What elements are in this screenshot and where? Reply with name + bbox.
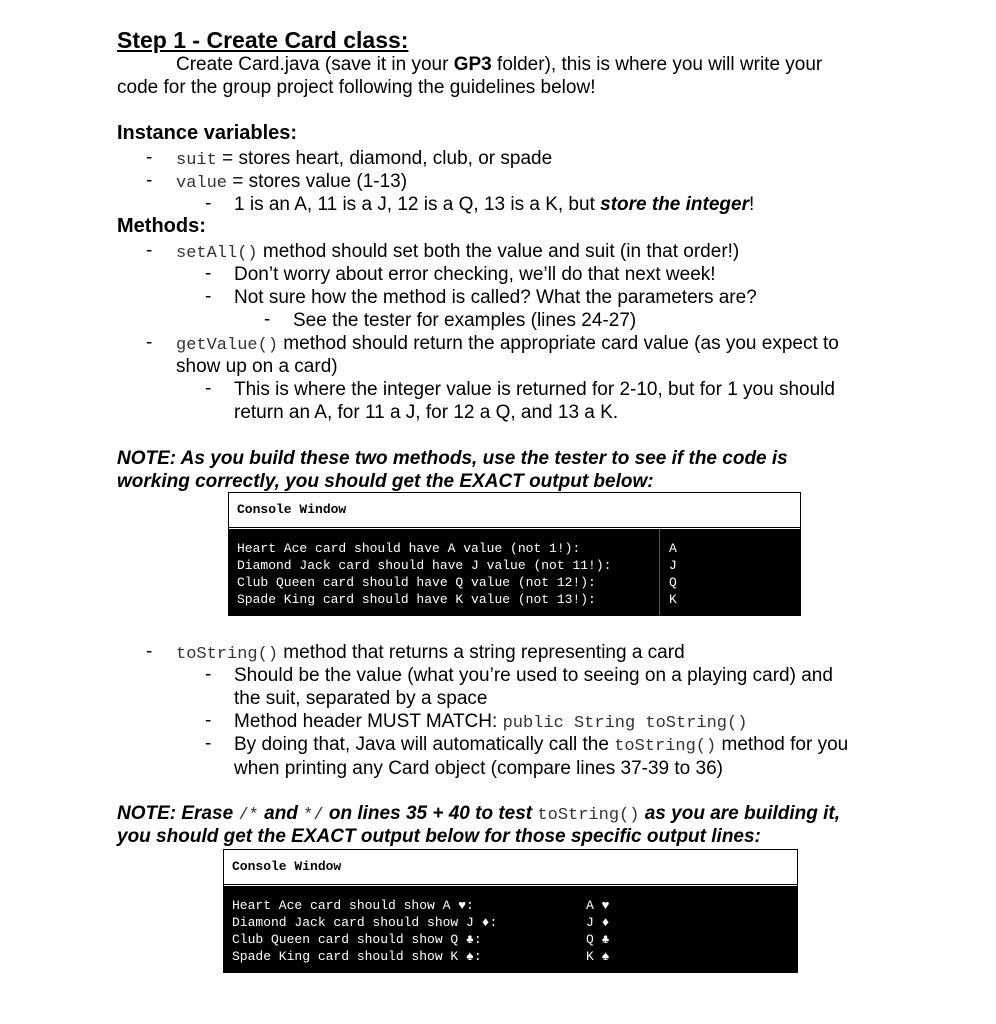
value-code: value: [176, 174, 228, 193]
note-2-text-c: on lines 35 + 40 to test: [323, 803, 538, 824]
store-integer-emphasis: store the integer: [600, 194, 749, 215]
intro-line-2: code for the group project following the guidelines below!: [117, 77, 596, 98]
console-value: A: [669, 541, 677, 556]
console-line: Club Queen card should show Q ♣:: [232, 932, 482, 947]
value-description: = stores value (1-13): [227, 171, 408, 192]
value-sub-item: [234, 193, 754, 216]
getvalue-sub-2: return an A, for 11 a J, for 12 a Q, and 13 a K.: [234, 402, 619, 423]
console-line: Club Queen card should have Q value (not 12!):: [237, 575, 596, 590]
note-2-text-b: and: [258, 803, 304, 824]
note-1-line-2: working correctly, you should get the EXACT output below:: [117, 471, 654, 492]
console-value: Q ♣: [586, 932, 610, 947]
bullet-dash: -: [205, 733, 212, 754]
console-value: J: [669, 558, 677, 573]
bullet-dash: -: [264, 309, 271, 330]
note-2-code-3: toString(): [537, 806, 640, 825]
bullet-dash: -: [146, 170, 153, 191]
tostring-sub-3-text: By doing that, Java will automatically call the: [234, 734, 615, 755]
bullet-dash: -: [205, 263, 212, 284]
methods-heading: Methods:: [117, 215, 206, 237]
console-line: Spade King card should have K value (not 13!):: [237, 592, 596, 607]
suit-item: [176, 147, 552, 172]
console-line: Diamond Jack card should show J ♦:: [232, 915, 498, 930]
tostring-sub-3-code: toString(): [614, 737, 717, 756]
console-line: Diamond Jack card should have J value (not 11!):: [237, 558, 612, 573]
intro-text-a: Create Card.java (save it in your: [176, 54, 454, 75]
console-output: [224, 886, 797, 972]
bullet-dash: -: [205, 664, 212, 685]
console-value: Q: [669, 575, 677, 590]
console-value: K: [669, 592, 677, 607]
bullet-dash: -: [205, 286, 212, 307]
console-window-1: [228, 492, 801, 616]
step-heading: Step 1 - Create Card class:: [117, 27, 409, 53]
tostring-sub-3b: when printing any Card object (compare lines 37-39 to 36): [234, 758, 723, 779]
instance-variables-heading: Instance variables:: [117, 122, 298, 144]
console-window-2: [223, 849, 798, 973]
tostring-sub-1b: the suit, separated by a space: [234, 688, 488, 709]
setall-description: method should set both the value and suit (in that order!): [257, 241, 740, 262]
note-2-line-1: [117, 803, 840, 825]
getvalue-description-2: show up on a card): [176, 356, 338, 377]
getvalue-sub-1: This is where the integer value is returned for 2-10, but for 1 you should: [234, 379, 835, 400]
intro-line-1: [176, 53, 822, 76]
setall-sub-2: Not sure how the method is called? What the parameters are?: [234, 287, 757, 308]
note-2-code-2: */: [303, 806, 324, 825]
intro-folder-name: GP3: [453, 54, 492, 75]
bullet-dash: -: [146, 240, 153, 261]
tostring-code: toString(): [176, 645, 279, 664]
bullet-dash: -: [146, 147, 153, 168]
column-divider: [659, 529, 660, 615]
console-value: J ♦: [586, 915, 610, 930]
console-output: [229, 529, 800, 615]
value-sub-end: !: [749, 194, 755, 215]
tostring-sub-3a: [234, 733, 848, 758]
tostring-item: [176, 641, 685, 666]
bullet-dash: -: [146, 641, 153, 662]
bullet-dash: -: [205, 193, 212, 214]
getvalue-description: method should return the appropriate card value (as you expect to: [278, 333, 839, 354]
note-2-line-2: you should get the EXACT output below for those specific output lines:: [117, 826, 761, 847]
value-item: [176, 170, 407, 195]
console-line: Spade King card should show K ♠:: [232, 949, 482, 964]
tostring-sub-1a: Should be the value (what you’re used to seeing on a playing card) and: [234, 665, 833, 686]
getvalue-code: getValue(): [176, 336, 279, 355]
bullet-dash: -: [146, 332, 153, 353]
suit-description: = stores heart, diamond, club, or spade: [216, 148, 553, 169]
note-2-code-1: /*: [238, 806, 259, 825]
console-value: K ♠: [586, 949, 610, 964]
tostring-sub-2: [234, 710, 747, 735]
method-header-text: Method header MUST MATCH:: [234, 711, 503, 732]
bullet-dash: -: [205, 710, 212, 731]
tostring-description: method that returns a string representing a card: [278, 642, 685, 663]
note-2-text-d: as you are building it,: [639, 803, 841, 824]
note-1-line-1: NOTE: As you build these two methods, use the tester to see if the code is: [117, 448, 788, 469]
console-line: Heart Ace card should have A value (not 1!):: [237, 541, 581, 556]
console-title: Console Window: [224, 850, 797, 885]
setall-sub-3: See the tester for examples (lines 24-27): [293, 310, 637, 331]
setall-code: setAll(): [176, 244, 258, 263]
note-2-text-a: NOTE: Erase: [117, 803, 239, 824]
setall-item: [176, 240, 739, 265]
bullet-dash: -: [205, 378, 212, 399]
getvalue-item: [176, 332, 839, 357]
tostring-sub-3-text-2: method for you: [716, 734, 849, 755]
intro-text-c: folder), this is where you will write your: [491, 54, 823, 75]
setall-sub-1: Don’t worry about error checking, we’ll do that next week!: [234, 264, 716, 285]
console-value: A ♥: [586, 898, 610, 913]
console-title: Console Window: [229, 493, 800, 528]
suit-code: suit: [176, 151, 217, 170]
console-line: Heart Ace card should show A ♥:: [232, 898, 474, 913]
value-sub-text: 1 is an A, 11 is a J, 12 is a Q, 13 is a K, but: [234, 194, 601, 215]
method-header-code: public String toString(): [502, 714, 748, 733]
